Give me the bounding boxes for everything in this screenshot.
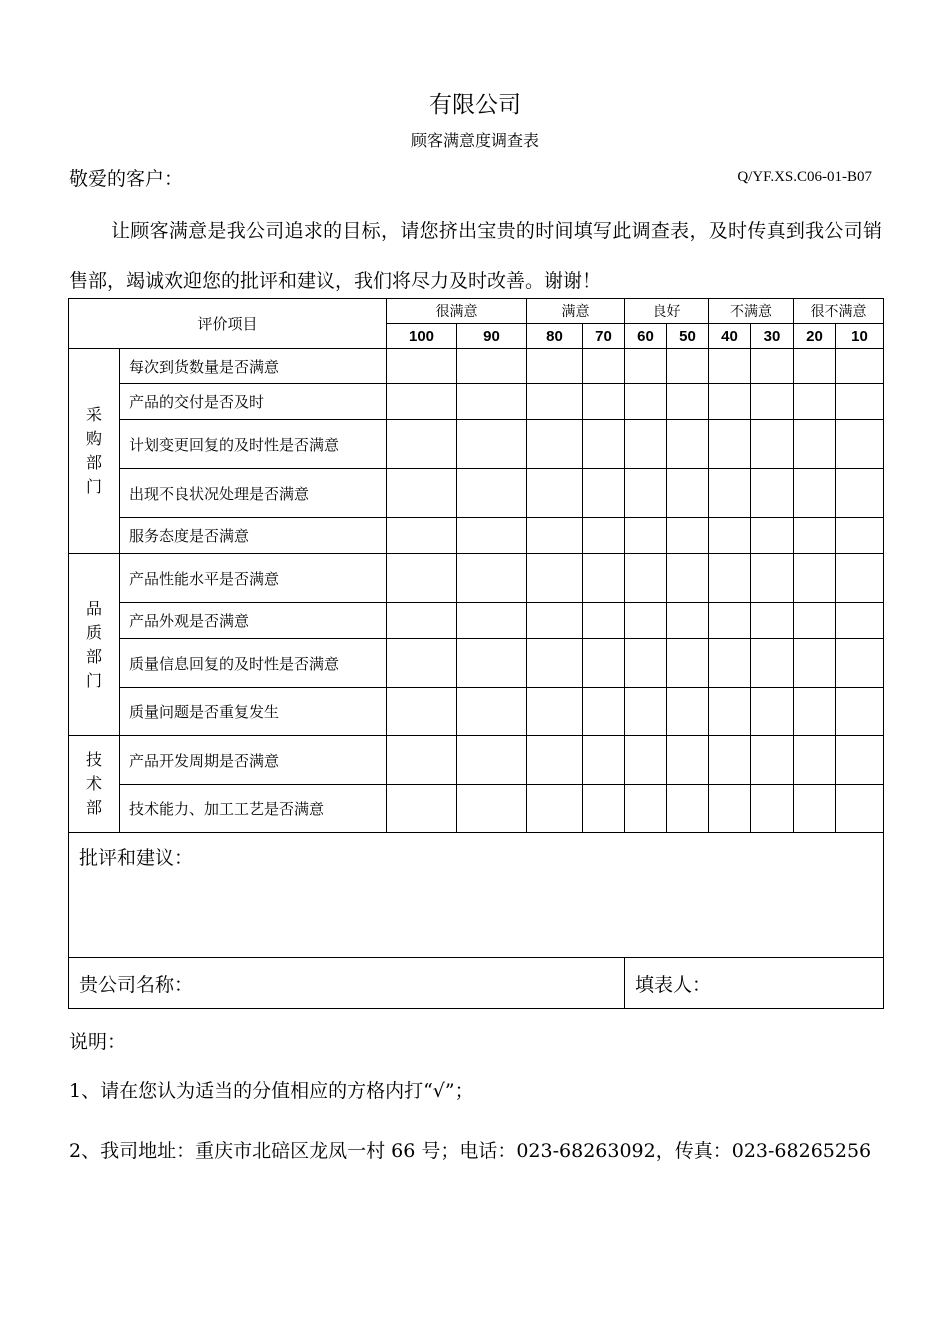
score-header: 30 [751,324,794,349]
rating-checkbox-cell[interactable] [836,736,884,785]
rating-checkbox-cell[interactable] [794,384,836,420]
note-line-2: 2、我司地址：重庆市北碚区龙凤一村 66 号；电话：023-68263092，传真：023-68265256 [69,1140,872,1162]
rating-checkbox-cell[interactable] [667,420,709,469]
score-header: 50 [667,324,709,349]
rating-checkbox-cell[interactable] [625,688,667,736]
rating-checkbox-cell[interactable] [836,384,884,420]
rating-checkbox-cell[interactable] [387,554,457,603]
rating-checkbox-cell[interactable] [387,349,457,384]
eval-items-header: 评价项目 [69,299,387,349]
rating-checkbox-cell[interactable] [387,785,457,833]
rating-checkbox-cell[interactable] [836,518,884,554]
rating-checkbox-cell[interactable] [709,554,751,603]
category-very-dissatisfied: 很不满意 [794,299,884,324]
rating-checkbox-cell[interactable] [794,688,836,736]
rating-checkbox-cell[interactable] [457,688,527,736]
rating-checkbox-cell[interactable] [794,736,836,785]
rating-checkbox-cell[interactable] [387,603,457,639]
rating-checkbox-cell[interactable] [457,639,527,688]
rating-checkbox-cell[interactable] [709,603,751,639]
rating-checkbox-cell[interactable] [387,736,457,785]
rating-checkbox-cell[interactable] [387,469,457,518]
rating-checkbox-cell[interactable] [457,469,527,518]
evaluation-item: 产品性能水平是否满意 [120,554,387,603]
rating-checkbox-cell[interactable] [457,603,527,639]
rating-checkbox-cell[interactable] [625,384,667,420]
category-good: 良好 [625,299,709,324]
rating-checkbox-cell[interactable] [836,349,884,384]
rating-checkbox-cell[interactable] [625,554,667,603]
rating-checkbox-cell[interactable] [527,469,583,518]
evaluation-item: 出现不良状况处理是否满意 [120,469,387,518]
evaluation-item: 产品外观是否满意 [120,603,387,639]
score-header: 80 [527,324,583,349]
evaluation-item: 技术能力、加工工艺是否满意 [120,785,387,833]
rating-checkbox-cell[interactable] [457,384,527,420]
comments-label: 批评和建议： [79,847,194,869]
rating-checkbox-cell[interactable] [457,518,527,554]
rating-checkbox-cell[interactable] [625,349,667,384]
rating-checkbox-cell[interactable] [709,688,751,736]
category-satisfied: 满意 [527,299,625,324]
rating-checkbox-cell[interactable] [751,785,794,833]
table-row [69,639,884,688]
table-row [69,736,884,785]
rating-checkbox-cell[interactable] [751,736,794,785]
table-row [69,603,884,639]
rating-checkbox-cell[interactable] [794,518,836,554]
rating-checkbox-cell[interactable] [751,688,794,736]
department-label: 技 术 部 [69,736,120,833]
rating-checkbox-cell[interactable] [794,639,836,688]
rating-checkbox-cell[interactable] [583,554,625,603]
score-header: 40 [709,324,751,349]
note-line-1: 1、请在您认为适当的分值相应的方格内打“√”； [69,1080,474,1102]
rating-checkbox-cell[interactable] [625,785,667,833]
rating-checkbox-cell[interactable] [709,420,751,469]
rating-checkbox-cell[interactable] [667,384,709,420]
rating-checkbox-cell[interactable] [667,736,709,785]
rating-checkbox-cell[interactable] [667,785,709,833]
rating-checkbox-cell[interactable] [751,420,794,469]
document-title: 有限公司 [429,92,521,118]
rating-checkbox-cell[interactable] [583,469,625,518]
rating-checkbox-cell[interactable] [625,736,667,785]
survey-table [68,298,884,1009]
rating-checkbox-cell[interactable] [387,639,457,688]
document-code: Q/YF.XS.C06-01-B07 [737,169,872,185]
rating-checkbox-cell[interactable] [836,639,884,688]
rating-checkbox-cell[interactable] [751,384,794,420]
rating-checkbox-cell[interactable] [583,518,625,554]
evaluation-item: 每次到货数量是否满意 [120,349,387,384]
rating-checkbox-cell[interactable] [836,688,884,736]
rating-checkbox-cell[interactable] [794,603,836,639]
rating-checkbox-cell[interactable] [583,639,625,688]
rating-checkbox-cell[interactable] [836,785,884,833]
score-header: 70 [583,324,625,349]
score-header: 20 [794,324,836,349]
rating-checkbox-cell[interactable] [527,639,583,688]
evaluation-item: 计划变更回复的及时性是否满意 [120,420,387,469]
evaluation-item: 质量信息回复的及时性是否满意 [120,639,387,688]
rating-checkbox-cell[interactable] [583,349,625,384]
rating-checkbox-cell[interactable] [794,785,836,833]
rating-checkbox-cell[interactable] [527,420,583,469]
rating-checkbox-cell[interactable] [751,554,794,603]
rating-checkbox-cell[interactable] [836,554,884,603]
category-dissatisfied: 不满意 [709,299,794,324]
rating-checkbox-cell[interactable] [457,349,527,384]
rating-checkbox-cell[interactable] [794,420,836,469]
rating-checkbox-cell[interactable] [836,469,884,518]
score-header: 90 [457,324,527,349]
rating-checkbox-cell[interactable] [667,349,709,384]
score-header: 10 [836,324,884,349]
rating-checkbox-cell[interactable] [794,469,836,518]
rating-checkbox-cell[interactable] [709,469,751,518]
rating-checkbox-cell[interactable] [625,469,667,518]
rating-checkbox-cell[interactable] [667,469,709,518]
department-label: 品 质 部 门 [69,554,120,736]
rating-checkbox-cell[interactable] [709,639,751,688]
rating-checkbox-cell[interactable] [667,554,709,603]
rating-checkbox-cell[interactable] [583,420,625,469]
rating-checkbox-cell[interactable] [457,554,527,603]
document-subtitle: 顾客满意度调查表 [410,131,539,150]
rating-checkbox-cell[interactable] [794,349,836,384]
rating-checkbox-cell[interactable] [387,518,457,554]
department-label: 采 购 部 门 [69,349,120,554]
table-row [69,469,884,518]
score-header: 60 [625,324,667,349]
rating-checkbox-cell[interactable] [667,688,709,736]
rating-checkbox-cell[interactable] [583,384,625,420]
score-header: 100 [387,324,457,349]
rating-checkbox-cell[interactable] [625,639,667,688]
rating-checkbox-cell[interactable] [794,554,836,603]
rating-checkbox-cell[interactable] [709,384,751,420]
table-row [69,349,884,384]
table-row [69,518,884,554]
table-row [69,785,884,833]
rating-checkbox-cell[interactable] [709,349,751,384]
company-name-field[interactable] [69,958,625,1009]
rating-checkbox-cell[interactable] [667,518,709,554]
rating-checkbox-cell[interactable] [527,603,583,639]
rating-checkbox-cell[interactable] [457,420,527,469]
table-row [69,554,884,603]
rating-checkbox-cell[interactable] [836,420,884,469]
rating-checkbox-cell[interactable] [387,688,457,736]
intro-paragraph: 让顾客满意是我公司追求的目标，请您挤出宝贵的时间填写此调查表，及时传真到我公司销售部，竭诚欢迎您的批评和建议，我们将尽力及时改善。谢谢！ [69,220,882,292]
rating-checkbox-cell[interactable] [583,688,625,736]
rating-checkbox-cell[interactable] [387,384,457,420]
rating-checkbox-cell[interactable] [457,785,527,833]
rating-checkbox-cell[interactable] [751,603,794,639]
table-row [69,384,884,420]
rating-checkbox-cell[interactable] [751,469,794,518]
greeting: 敬爱的客户： [69,168,184,190]
category-very-satisfied: 很满意 [387,299,527,324]
rating-checkbox-cell[interactable] [527,688,583,736]
rating-checkbox-cell[interactable] [751,518,794,554]
filler-field[interactable] [625,958,884,1009]
rating-checkbox-cell[interactable] [667,603,709,639]
rating-checkbox-cell[interactable] [625,603,667,639]
table-row [69,688,884,736]
rating-checkbox-cell[interactable] [527,554,583,603]
rating-checkbox-cell[interactable] [527,785,583,833]
rating-checkbox-cell[interactable] [527,349,583,384]
rating-checkbox-cell[interactable] [527,736,583,785]
evaluation-item: 产品开发周期是否满意 [120,736,387,785]
rating-checkbox-cell[interactable] [709,736,751,785]
rating-checkbox-cell[interactable] [751,639,794,688]
rating-checkbox-cell[interactable] [667,639,709,688]
rating-checkbox-cell[interactable] [583,785,625,833]
rating-checkbox-cell[interactable] [527,518,583,554]
rating-checkbox-cell[interactable] [625,518,667,554]
comments-field[interactable] [69,833,884,958]
filler-label: 填表人： [635,973,712,996]
rating-checkbox-cell[interactable] [625,420,667,469]
company-name-label: 贵公司名称： [79,973,194,996]
rating-checkbox-cell[interactable] [457,736,527,785]
rating-checkbox-cell[interactable] [387,420,457,469]
rating-checkbox-cell[interactable] [751,349,794,384]
evaluation-item: 质量问题是否重复发生 [120,688,387,736]
rating-checkbox-cell[interactable] [527,384,583,420]
table-row [69,420,884,469]
evaluation-item: 产品的交付是否及时 [120,384,387,420]
notes-heading: 说明： [69,1031,127,1053]
rating-checkbox-cell[interactable] [709,785,751,833]
rating-checkbox-cell[interactable] [583,603,625,639]
rating-checkbox-cell[interactable] [583,736,625,785]
rating-checkbox-cell[interactable] [836,603,884,639]
evaluation-item: 服务态度是否满意 [120,518,387,554]
rating-checkbox-cell[interactable] [709,518,751,554]
